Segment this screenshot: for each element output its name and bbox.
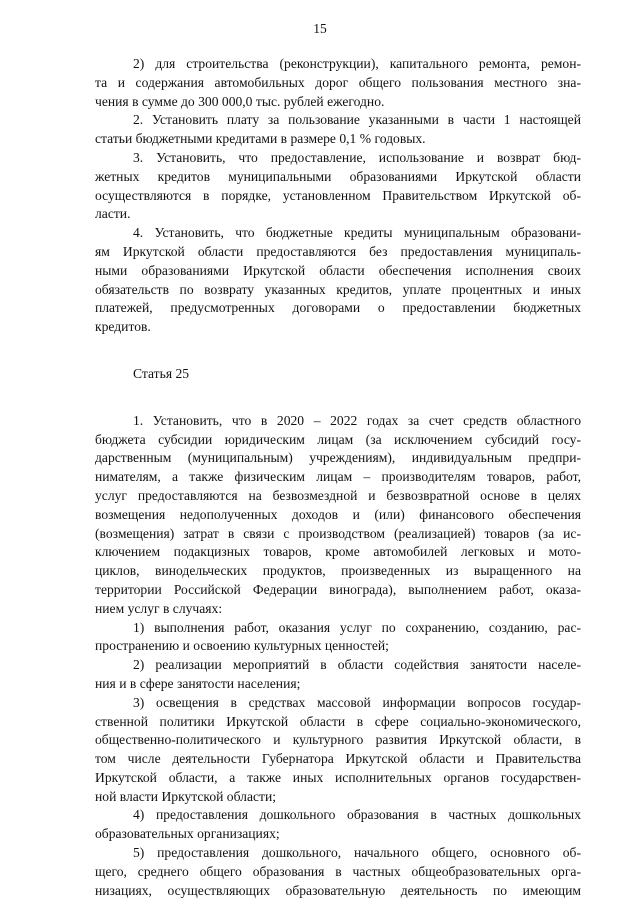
text-line: пространению и освоению культурных ценностей; bbox=[95, 638, 389, 654]
document-body bbox=[95, 55, 581, 900]
text-line: Иркутской области, а также иных исполнительных органов государствен- bbox=[95, 769, 581, 785]
text-line: том числе деятельности Губернатора Иркутской области и Правительства bbox=[95, 751, 581, 767]
paragraph bbox=[95, 844, 581, 900]
article-heading: Статья 25 bbox=[133, 365, 190, 381]
text-line: осуществляются в порядке, установленном Правительством Иркутской об- bbox=[95, 187, 581, 203]
text-line: бюджета субсидии юридическим лицам (за исключением субсидий госу- bbox=[95, 431, 581, 447]
text-line: территории Российской Федерации винограда), выполнением работ, оказа- bbox=[95, 581, 581, 597]
text-line: общественно-политического и культурного развития Иркутской области, в bbox=[95, 732, 581, 748]
text-line: ной власти Иркутской области; bbox=[95, 788, 277, 804]
page-number: 15 bbox=[313, 21, 327, 36]
text-line: 2. Установить плату за пользование указанными в части 1 настоящей bbox=[133, 112, 581, 128]
text-line: 2) для строительства (реконструкции), капитального ремонта, ремон- bbox=[133, 56, 581, 71]
text-line: статьи бюджетными кредитами в размере 0,1 % годовых. bbox=[95, 131, 426, 147]
paragraph bbox=[95, 619, 581, 657]
text-line: платежей, предусмотренных договорами о предоставлении бюджетных bbox=[95, 300, 581, 316]
text-line: (возмещения) затрат в связи с производством (реализацией) товаров (за ис- bbox=[95, 525, 581, 541]
paragraph bbox=[95, 656, 581, 694]
paragraph bbox=[95, 694, 581, 807]
text-line: нимателям, а также физическим лицам – производителям товаров, работ, bbox=[95, 469, 581, 485]
text-line: ственной политики Иркутской области в сфере социально-экономического, bbox=[95, 713, 581, 729]
article-25-body bbox=[95, 412, 581, 901]
text-line: 1) выполнения работ, оказания услуг по сохранению, созданию, рас- bbox=[133, 619, 581, 635]
text-line: ласти. bbox=[95, 206, 131, 222]
text-line: 5) предоставления дошкольного, начального общего, основного об- bbox=[133, 845, 581, 861]
article-24-continuation bbox=[95, 55, 581, 337]
text-line: 4. Установить, что бюджетные кредиты муниципальным образовани- bbox=[133, 225, 581, 241]
text-line: щего, среднего общего образования в частных общеобразовательных орга- bbox=[95, 863, 581, 879]
paragraph bbox=[95, 149, 581, 224]
text-line: циклов, винодельческих продуктов, произведенных из выращенного на bbox=[95, 563, 581, 579]
text-line: 2) реализации мероприятий в области содействия занятости населе- bbox=[133, 657, 581, 673]
paragraph bbox=[95, 806, 581, 844]
text-line: кредитов. bbox=[95, 319, 151, 335]
text-line: жетных кредитов муниципальными образованиями Иркутской области bbox=[95, 168, 581, 184]
text-line: та и содержания автомобильных дорог общего пользования местного зна- bbox=[95, 74, 581, 90]
text-line: дарственным (муниципальным) учреждениям), индивидуальным предпри- bbox=[95, 450, 581, 466]
text-line: 3) освещения в средствах массовой информации вопросов государ- bbox=[133, 694, 581, 710]
text-line: чения в сумме до 300 000,0 тыс. рублей ежегодно. bbox=[95, 93, 385, 109]
text-line: обязательств по возврату указанных кредитов, уплате процентных и иных bbox=[95, 281, 581, 297]
text-line: 4) предоставления дошкольного образования в частных дошкольных bbox=[133, 807, 581, 823]
paragraph bbox=[95, 111, 581, 149]
text-line: услуг предоставляются на безвозмездной и безвозвратной основе в целях bbox=[95, 487, 581, 503]
text-line: 3. Установить, что предоставление, использование и возврат бюд- bbox=[133, 149, 581, 165]
text-line: возмещения недополученных доходов и (или) финансового обеспечения bbox=[95, 506, 581, 522]
paragraph bbox=[95, 224, 581, 337]
paragraph bbox=[95, 55, 581, 111]
text-line: низациях, осуществляющих образовательную деятельность по имеющим bbox=[95, 882, 581, 898]
text-line: ния и в сфере занятости населения; bbox=[95, 675, 301, 691]
text-line: ными образованиями Иркутской области обеспечения исполнения своих bbox=[95, 262, 581, 278]
text-line: образовательных организациях; bbox=[95, 826, 280, 842]
text-line: нием услуг в случаях: bbox=[95, 600, 223, 616]
paragraph bbox=[95, 412, 581, 619]
text-line: 1. Установить, что в 2020 – 2022 годах за счет средств областного bbox=[133, 412, 581, 428]
text-line: ключением подакцизных товаров, кроме автомобилей легковых и мото- bbox=[95, 544, 581, 560]
text-line: ям Иркутской области предоставляются без предоставления муниципаль- bbox=[95, 243, 581, 259]
